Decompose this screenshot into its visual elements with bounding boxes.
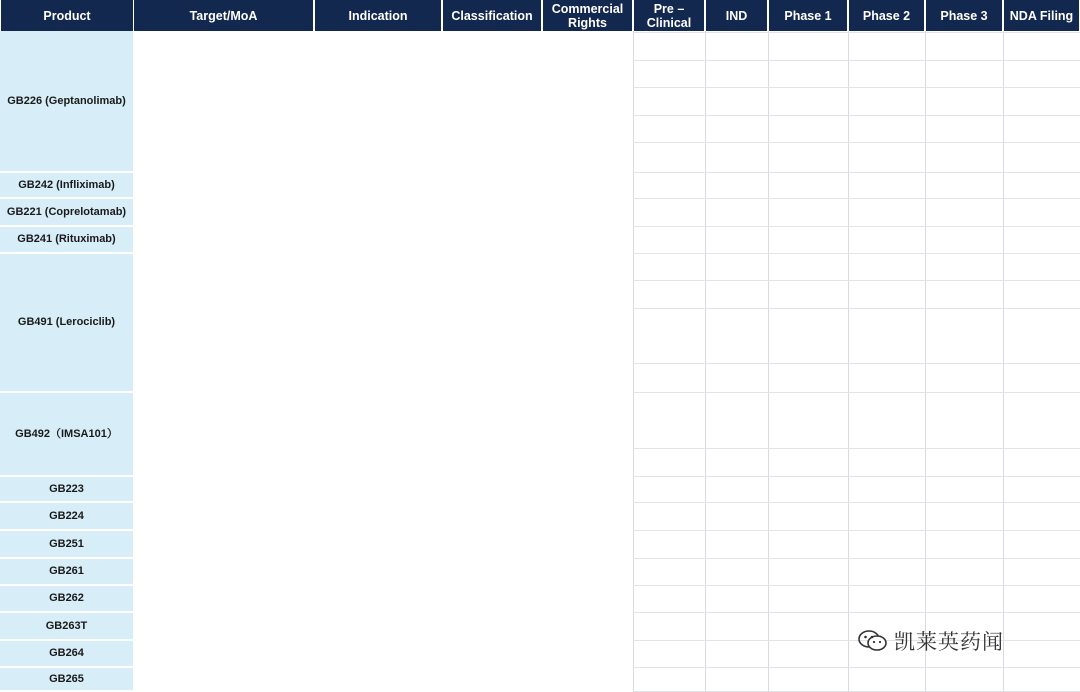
product-cell-text: GB224 xyxy=(49,509,84,522)
product-cell-text: GB262 xyxy=(49,592,84,604)
product-cell-text: GB223 xyxy=(49,482,84,495)
product-cell xyxy=(0,559,133,585)
row-gridline xyxy=(633,585,1080,586)
row-gridline xyxy=(633,667,1080,668)
stage-gridline xyxy=(925,31,926,691)
product-cell xyxy=(0,531,133,558)
product-cell-text: GB265 xyxy=(49,672,84,685)
product-cell-text: GB242 (Infliximab) xyxy=(18,178,115,191)
row-gridline xyxy=(633,363,1080,364)
header-target-moa xyxy=(134,0,314,31)
row-gridline xyxy=(633,612,1080,613)
row-gridline xyxy=(633,60,1080,61)
row-gridline xyxy=(633,226,1080,227)
stage-gridline xyxy=(633,31,634,691)
row-gridline xyxy=(633,142,1080,143)
row-gridline xyxy=(633,392,1080,393)
product-cell-text: GB221 (Coprelotamab) xyxy=(6,205,127,218)
row-gridline xyxy=(633,32,1080,33)
product-cell xyxy=(0,668,133,691)
product-cell xyxy=(0,173,133,198)
header-label: Commercial Rights xyxy=(551,1,624,30)
header-label: NDA Filing xyxy=(1009,8,1074,23)
product-cell xyxy=(0,641,133,667)
header-pre-clinical xyxy=(634,0,705,31)
header-phase-1 xyxy=(769,0,848,31)
header-label: Classification xyxy=(451,8,533,23)
product-cell xyxy=(0,227,133,253)
header-ind xyxy=(706,0,768,31)
product-cell-text: GB261 xyxy=(49,565,84,577)
row-gridline xyxy=(633,530,1080,531)
row-gridline xyxy=(633,87,1080,88)
stage-gridline xyxy=(768,31,769,691)
header-label: Indication xyxy=(348,8,408,23)
header-label: Phase 1 xyxy=(784,8,832,23)
header-phase-2 xyxy=(849,0,925,31)
row-gridline xyxy=(633,308,1080,309)
product-cell-text: GB491 (Lerociclib) xyxy=(17,316,116,328)
product-cell xyxy=(0,199,133,226)
header-label: Phase 2 xyxy=(862,8,911,23)
header-label: Product xyxy=(43,8,91,23)
row-gridline xyxy=(633,198,1080,199)
stage-gridline xyxy=(848,31,849,691)
watermark-text: 凯莱英药闻 xyxy=(894,630,1004,654)
header-phase-3 xyxy=(926,0,1003,31)
stage-gridline xyxy=(1003,31,1004,691)
row-gridline xyxy=(633,476,1080,477)
product-cell xyxy=(0,613,133,640)
header-commercial-rights xyxy=(543,0,633,31)
product-cell xyxy=(0,393,133,476)
product-cell-text: GB263T xyxy=(45,619,88,632)
header-product xyxy=(1,0,134,31)
wechat-icon xyxy=(858,629,888,653)
row-gridline xyxy=(633,448,1080,449)
product-cell-text: GB241 (Rituximab) xyxy=(17,233,116,245)
header-label: Target/MoA xyxy=(189,8,258,23)
stage-gridline xyxy=(705,31,706,691)
row-gridline xyxy=(633,280,1080,281)
product-cell xyxy=(0,586,133,612)
watermark xyxy=(858,626,1004,656)
row-gridline xyxy=(633,115,1080,116)
product-cell-text: GB492（IMSA101） xyxy=(15,427,118,440)
header-label: IND xyxy=(725,8,748,23)
product-cell xyxy=(0,503,133,530)
row-gridline xyxy=(633,558,1080,559)
product-cell xyxy=(0,31,133,172)
product-cell xyxy=(0,254,133,392)
header-label: Phase 3 xyxy=(940,8,988,23)
header-classification xyxy=(443,0,542,31)
row-gridline xyxy=(633,502,1080,503)
product-cell-text: GB251 xyxy=(49,537,84,550)
product-cell xyxy=(0,477,133,502)
product-cell-text: GB226 (Geptanolimab) xyxy=(7,94,126,107)
row-gridline xyxy=(633,172,1080,173)
product-cell-text: GB264 xyxy=(49,647,84,659)
row-gridline xyxy=(633,253,1080,254)
header-indication xyxy=(315,0,442,31)
row-gridline xyxy=(633,640,1080,641)
header-nda-filing xyxy=(1004,0,1080,31)
header-label: Pre – Clinical xyxy=(646,1,692,30)
